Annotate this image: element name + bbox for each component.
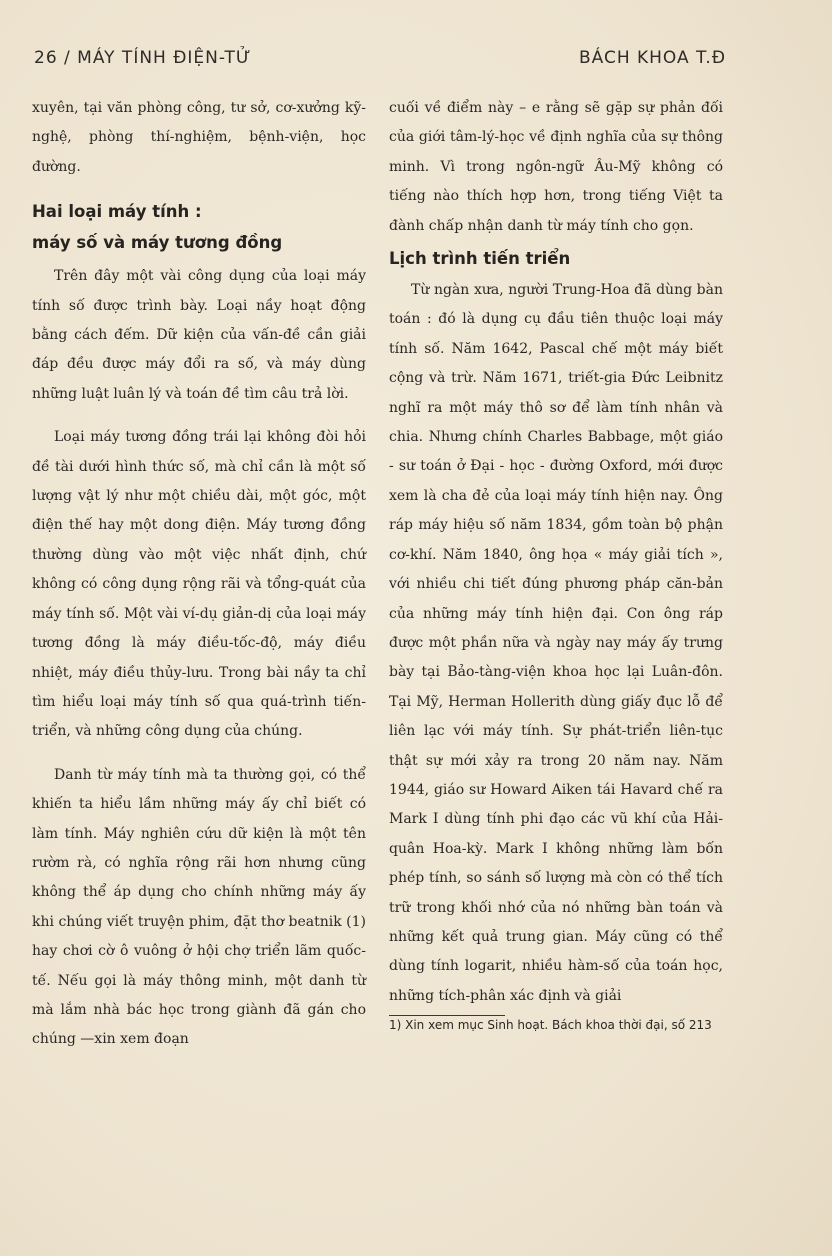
paragraph-terminology: Danh từ máy tính mà ta thường gọi, có thể khiến ta hiểu lầm những máy ấy chỉ biết có làm tính. Máy nghiên cứu dữ kiện là một tên rườm rà, có nghĩa rộng rãi hơn nhưng cũng không thể áp dụng cho chính những máy ấy khi chúng viết truyện phim, đặt thơ beatnik (1) hay chơi cờ ô vuông ở hội chợ triển lãm quốc-tế. Nếu gọi là máy thông minh, một danh từ mà lắm nhà bác học trong giành đã gán cho chúng —xin xem đoạn: [32, 766, 366, 1048]
section-heading-two-types: [32, 196, 366, 258]
paragraph-history: Từ ngàn xưa, người Trung-Hoa đã dùng bàn toán : đó là dụng cụ đầu tiên thuộc loại máy tính số. Năm 1642, Pascal chế một máy biết cộng và trừ. Năm 1671, triết-gia Đức Leibnitz nghĩ ra một máy thô sơ để làm tính nhân và chia. Nhưng chính Charles Babbage, một giáo - sư toán ở Đại - học - đường Oxford, mới được xem là cha đẻ của loại máy tính hiện nay. Ông ráp máy hiệu số năm 1834, gồm toàn bộ phận cơ-khí. Năm 1840, ông họa « máy giải tích », với nhiều chi tiết đúng phương pháp căn-bản của những máy tính hiện đại. Con ông ráp được một phần nữa và ngày nay máy ấy trưng bày tại Bảo-tàng-viện khoa học lại Luân-đôn. Tại Mỹ, Herman Hollerith dùng giấy đục lỗ để liên lạc với máy tính. Sự phát-triển liên-tục thật sự mới xảy ra trong 20 năm nay. Năm 1944, giáo sư Howard Aiken tái Havard chế ra Mark I dùng tính phi đạo các vũ khí của Hải-quân Hoa-kỳ. Mark I không những làm bốn phép tính, so sánh số lượng mà còn có thể tích trữ trong khối nhớ của nó những bàn toán và những kết quả trung gian. Máy cũng có thể dùng tính logarit, nhiều hàm-số của toán học, những tích-phân xác định và giải: [389, 282, 723, 1004]
heading-line-2: máy số và máy tương đồng: [32, 233, 283, 253]
right-column: [389, 94, 723, 1035]
intro-paragraph: xuyên, tại văn phòng công, tư sở, cơ-xưởng kỹ-nghệ, phòng thí-nghiệm, bệnh-viện, học đường.: [32, 100, 366, 175]
continuation-paragraph: cuối về điểm này – e rằng sẽ gặp sự phản đối của giới tâm-lý-học về định nghĩa của sự thông minh. Vì trong ngôn-ngữ Âu-Mỹ không có tiếng nào thích hợp hơn, trong tiếng Việt ta đành chấp nhận danh từ máy tính cho gọn.: [389, 100, 723, 234]
heading-line-1: Hai loại máy tính :: [32, 202, 202, 222]
left-column: [32, 94, 366, 1055]
header-page-title: 26 / MÁY TÍNH ĐIỆN-TỬ: [34, 48, 252, 68]
footnote: 1) Xin xem mục Sinh hoạt. Bách khoa thời đại, số 213: [389, 1018, 712, 1033]
running-header: [34, 48, 726, 74]
paragraph-analog-computer: Loại máy tương đồng trái lại không đòi hỏi đề tài dưới hình thức số, mà chỉ cần là một số lượng vật lý như một chiều dài, một góc, một điện thế hay một dong điện. Máy tương đồng thường dùng vào một việc nhất định, chứ không có công dụng rộng rãi và tổng-quát của máy tính số. Một vài ví-dụ giản-dị của loại máy tương đồng là máy điều-tốc-độ, máy điều nhiệt, máy điều thủy-lưu. Trong bài nầy ta chỉ tìm hiểu loại máy tính số qua quá-trình tiến-triển, và những công dụng của chúng.: [32, 429, 366, 740]
paragraph-digital-computer: Trên đây một vài công dụng của loại máy tính số được trình bày. Loại nầy hoạt động bằng cách đếm. Dữ kiện của vấn-đề cần giải đáp đều được máy đổi ra số, và máy dùng những luật luân lý và toán đề tìm câu trả lời.: [32, 268, 366, 402]
section-heading-history: Lịch trình tiến triển: [389, 249, 571, 269]
header-journal-name: BÁCH KHOA T.Đ: [578, 48, 726, 68]
